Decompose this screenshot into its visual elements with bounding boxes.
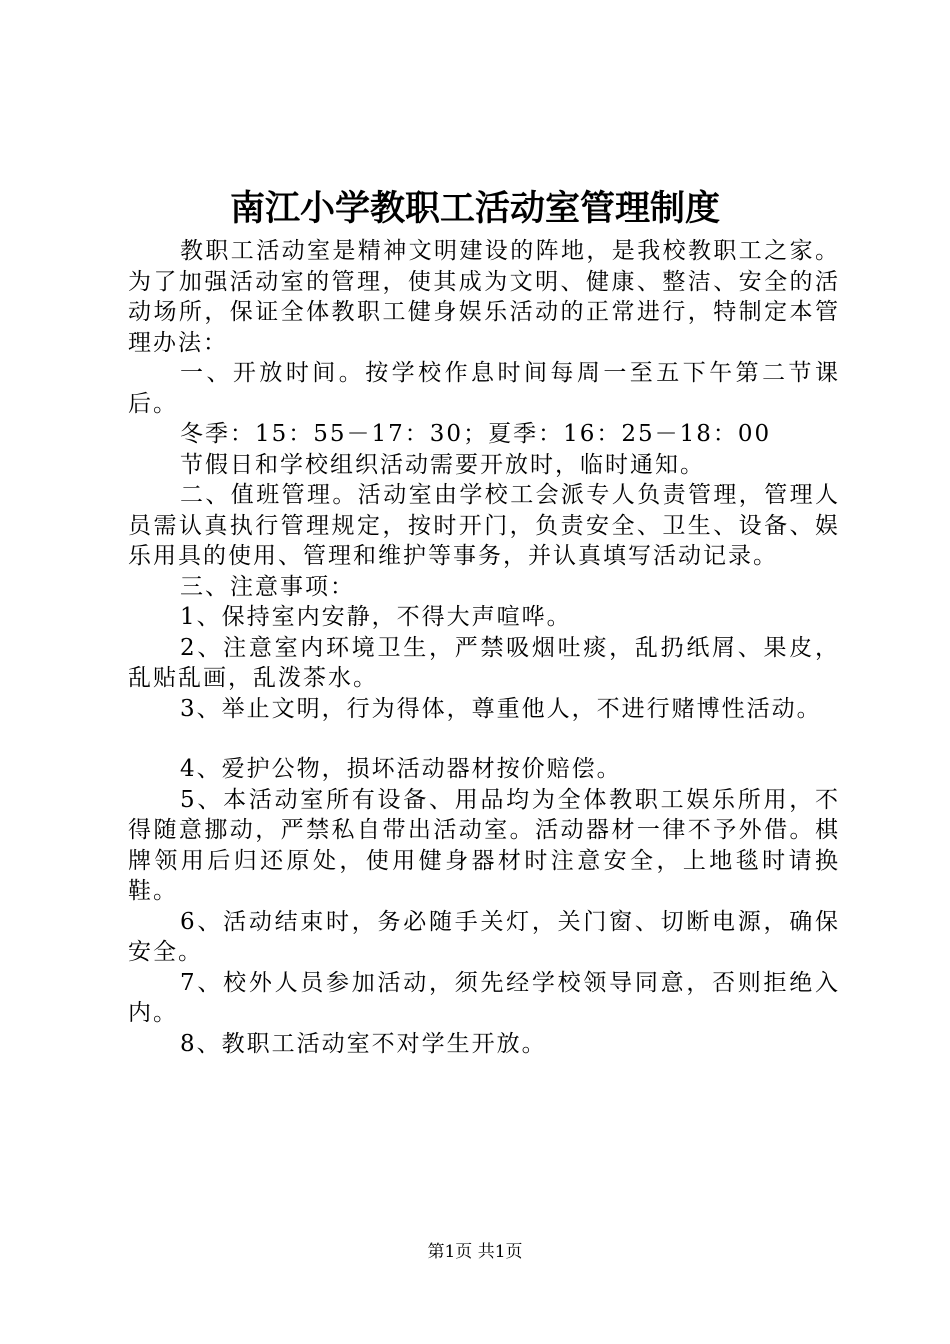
rule-4-paragraph: 4、爱护公物，损坏活动器材按价赔偿。 bbox=[180, 756, 622, 782]
document-title: 南江小学教职工活动室管理制度 bbox=[229, 188, 720, 229]
notice-heading-paragraph: 三、注意事项： bbox=[180, 573, 355, 600]
paragraph-gap bbox=[128, 724, 840, 754]
holiday-notice-paragraph: 节假日和学校组织活动需要开放时，临时通知。 bbox=[180, 451, 705, 478]
rule-6-paragraph: 6、活动结束时，务必随手关灯，关门窗、切断电源，确保安全。 bbox=[128, 908, 840, 965]
rule-1-paragraph: 1、保持室内安静，不得大声喧哗。 bbox=[180, 604, 572, 630]
rule-7-paragraph: 7、校外人员参加活动，须先经学校领导同意，否则拒绝入内。 bbox=[128, 969, 840, 1026]
opening-hours-paragraph: 一、开放时间。按学校作息时间每周一至五下午第二节课后。 bbox=[128, 360, 840, 417]
page-number-footer: 第1页 共1页 bbox=[427, 1242, 523, 1262]
rule-5-paragraph: 5、本活动室所有设备、用品均为全体教职工娱乐所用，不得随意挪动，严禁私自带出活动室。活动器材一律不予外借。棋牌领用后归还原处，使用健身器材时注意安全，上地毯时请换鞋。 bbox=[128, 786, 840, 904]
rule-2-paragraph: 2、注意室内环境卫生，严禁吸烟吐痰，乱扔纸屑、果皮，乱贴乱画，乱泼茶水。 bbox=[128, 634, 840, 691]
document-body bbox=[128, 236, 840, 1059]
rule-8-paragraph: 8、教职工活动室不对学生开放。 bbox=[180, 1030, 547, 1057]
seasonal-hours-paragraph: 冬季：15：55－17：30；夏季：16：25－18：00 bbox=[180, 421, 772, 447]
intro-paragraph: 教职工活动室是精神文明建设的阵地，是我校教职工之家。为了加强活动室的管理，使其成为文明、健康、整洁、安全的活动场所，保证全体教职工健身娱乐活动的正常进行，特制定本管理办法： bbox=[128, 238, 840, 356]
rule-3-paragraph: 3、举止文明，行为得体，尊重他人，不进行赌博性活动。 bbox=[180, 695, 822, 722]
duty-management-paragraph: 二、值班管理。活动室由学校工会派专人负责管理，管理人员需认真执行管理规定，按时开门，负责安全、卫生、设备、娱乐用具的使用、管理和维护等事务，并认真填写活动记录。 bbox=[128, 482, 840, 569]
